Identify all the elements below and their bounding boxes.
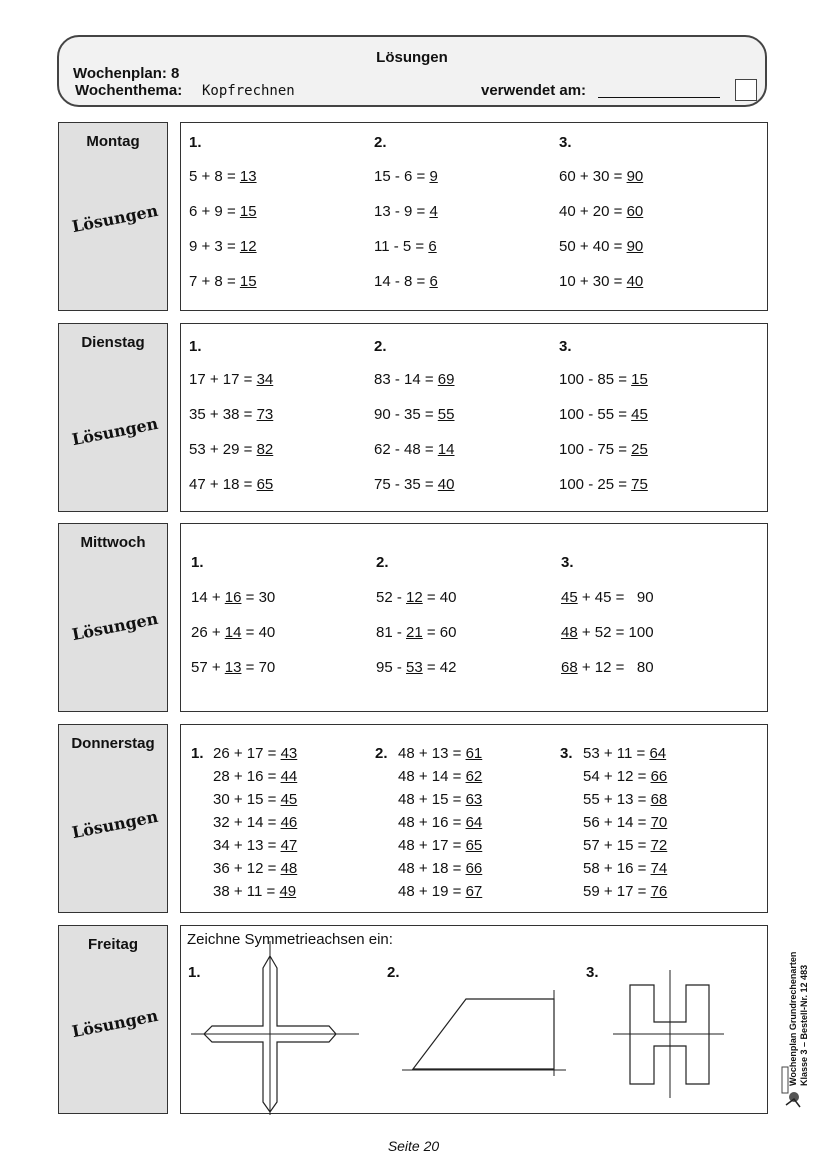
- equation: 60 + 30 = 90: [559, 168, 644, 185]
- equation: 5 + 8 = 13: [189, 168, 257, 185]
- equation: 30 + 15 = 45: [213, 791, 298, 808]
- equation: 95 - 53 = 42: [376, 659, 457, 676]
- task-number: 1.: [189, 338, 202, 355]
- trapezoid-figure: [402, 990, 566, 1076]
- equation: 100 - 85 = 15: [559, 371, 648, 388]
- equation: 48 + 16 = 64: [398, 814, 483, 831]
- task-number: 2.: [374, 338, 387, 355]
- imprint-text: [788, 876, 810, 1086]
- content-donnerstag: [180, 724, 768, 913]
- equation: 11 - 5 = 6: [374, 238, 437, 255]
- day-label-montag: [58, 122, 168, 311]
- equation: 28 + 16 = 44: [213, 768, 298, 785]
- equation: 48 + 52 = 100: [561, 624, 654, 641]
- instruction-text: Zeichne Symmetrieachsen ein:: [187, 931, 393, 948]
- equation: 53 + 11 = 64: [583, 745, 667, 762]
- equation: 26 + 14 = 40: [191, 624, 276, 641]
- solutions-stamp: Lösungen: [70, 200, 160, 237]
- equation: 45 + 45 = 90: [561, 589, 654, 606]
- task-number: 1.: [191, 554, 204, 571]
- day-label-dienstag: [58, 323, 168, 512]
- equation: 53 + 29 = 82: [189, 441, 274, 458]
- solutions-stamp: Lösungen: [70, 806, 160, 843]
- equation: 52 - 12 = 40: [376, 589, 457, 606]
- equation: 35 + 38 = 73: [189, 406, 274, 423]
- equation: 7 + 8 = 15: [189, 273, 257, 290]
- equation: 100 - 75 = 25: [559, 441, 648, 458]
- task-number: 3.: [559, 338, 572, 355]
- equation: 40 + 20 = 60: [559, 203, 644, 220]
- day-label-freitag: [58, 925, 168, 1114]
- equation: 48 + 17 = 65: [398, 837, 483, 854]
- equation: 14 - 8 = 6: [374, 273, 438, 290]
- equation: 34 + 13 = 47: [213, 837, 298, 854]
- task-number: 2.: [375, 745, 388, 762]
- day-label-mittwoch: [58, 523, 168, 712]
- equation: 54 + 12 = 66: [583, 768, 668, 785]
- page-number: Seite 20: [387, 1138, 440, 1154]
- cross-figure: [191, 941, 359, 1115]
- equation: 75 - 35 = 40: [374, 476, 455, 493]
- equation: 83 - 14 = 69: [374, 371, 455, 388]
- equation: 48 + 18 = 66: [398, 860, 483, 877]
- theme-value: Kopfrechnen: [202, 83, 295, 99]
- equation: 100 - 25 = 75: [559, 476, 648, 493]
- day-name: Dienstag: [81, 334, 145, 351]
- content-dienstag: [180, 323, 768, 512]
- solutions-stamp: Lösungen: [70, 1005, 160, 1042]
- imprint-line-1: Wochenplan Grundrechenarten: [788, 951, 798, 1086]
- task-number: 2.: [387, 964, 400, 981]
- symmetry-figures: [181, 926, 769, 1115]
- plan-number: Wochenplan: 8: [73, 65, 180, 82]
- task-number: 2.: [374, 134, 387, 151]
- h-letter-figure: [613, 970, 724, 1098]
- publisher-logo-icon: [780, 1065, 802, 1109]
- equation: 9 + 3 = 12: [189, 238, 257, 255]
- equation: 48 + 14 = 62: [398, 768, 483, 785]
- content-mittwoch: [180, 523, 768, 712]
- used-date-line: [598, 97, 720, 98]
- equation: 90 - 35 = 55: [374, 406, 455, 423]
- day-name: Montag: [86, 133, 140, 150]
- day-name: Mittwoch: [80, 534, 146, 551]
- equation: 58 + 16 = 74: [583, 860, 668, 877]
- equation: 68 + 12 = 80: [561, 659, 654, 676]
- day-label-donnerstag: [58, 724, 168, 913]
- equation: 55 + 13 = 68: [583, 791, 668, 808]
- content-freitag: [180, 925, 768, 1114]
- solutions-stamp: Lösungen: [70, 413, 160, 450]
- equation: 56 + 14 = 70: [583, 814, 668, 831]
- solutions-stamp: Lösungen: [70, 608, 160, 645]
- task-number: 1.: [188, 964, 201, 981]
- equation: 48 + 15 = 63: [398, 791, 483, 808]
- equation: 47 + 18 = 65: [189, 476, 274, 493]
- task-number: 3.: [561, 554, 574, 571]
- equation: 57 + 13 = 70: [191, 659, 276, 676]
- equation: 14 + 16 = 30: [191, 589, 276, 606]
- equation: 15 - 6 = 9: [374, 168, 438, 185]
- task-number: 1.: [191, 745, 204, 762]
- content-montag: [180, 122, 768, 311]
- equation: 38 + 11 = 49: [213, 883, 297, 900]
- equation: 48 + 19 = 67: [398, 883, 483, 900]
- task-number: 3.: [586, 964, 599, 981]
- equation: 26 + 17 = 43: [213, 745, 298, 762]
- equation: 32 + 14 = 46: [213, 814, 298, 831]
- used-label: verwendet am:: [481, 82, 587, 99]
- equation: 36 + 12 = 48: [213, 860, 298, 877]
- header-box: [57, 35, 767, 107]
- equation: 100 - 55 = 45: [559, 406, 648, 423]
- equation: 50 + 40 = 90: [559, 238, 644, 255]
- equation: 48 + 13 = 61: [398, 745, 483, 762]
- publisher-imprint: [776, 893, 820, 1113]
- task-number: 2.: [376, 554, 389, 571]
- equation: 81 - 21 = 60: [376, 624, 457, 641]
- equation: 13 - 9 = 4: [374, 203, 438, 220]
- task-number: 3.: [560, 745, 573, 762]
- equation: 17 + 17 = 34: [189, 371, 274, 388]
- day-name: Donnerstag: [71, 735, 155, 752]
- equation: 6 + 9 = 15: [189, 203, 257, 220]
- task-number: 1.: [189, 134, 202, 151]
- equation: 10 + 30 = 40: [559, 273, 644, 290]
- equation: 59 + 17 = 76: [583, 883, 668, 900]
- task-number: 3.: [559, 134, 572, 151]
- equation: 57 + 15 = 72: [583, 837, 668, 854]
- equation: 62 - 48 = 14: [374, 441, 455, 458]
- theme-label: Wochenthema:: [75, 82, 183, 99]
- imprint-line-2: Klasse 3 – Bestell-Nr. 12 483: [799, 964, 809, 1086]
- day-name: Freitag: [87, 936, 138, 953]
- checkbox[interactable]: [735, 79, 757, 101]
- header-title: Lösungen: [376, 49, 448, 66]
